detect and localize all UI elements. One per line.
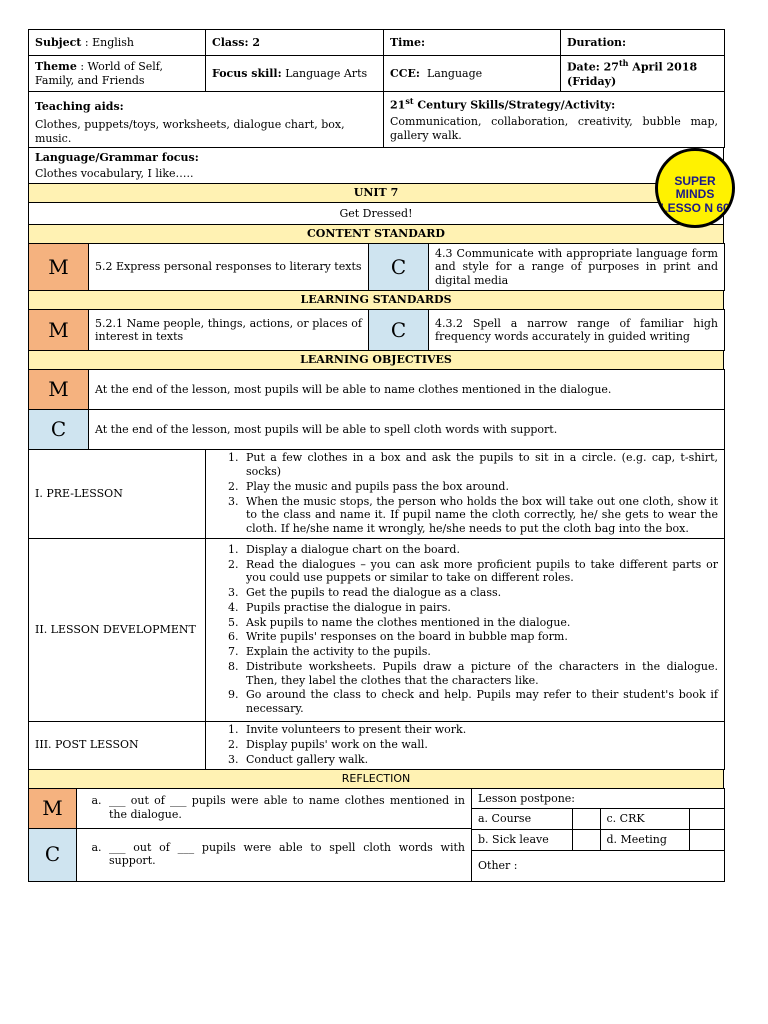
content-standard-m-text: 5.2 Express personal responses to literary texts bbox=[89, 244, 369, 291]
super-minds-lesson-badge: SUPER MINDS LESSO N 60 bbox=[655, 148, 735, 228]
step-item: 3. Conduct gallery walk. bbox=[242, 753, 718, 767]
stage-label: III. POST LESSON bbox=[29, 721, 206, 769]
postpone-table bbox=[472, 789, 725, 881]
duration-cell: Duration: bbox=[561, 30, 725, 56]
stage-row-development bbox=[29, 538, 725, 721]
step-item: 3. When the music stops, the person who holds the box will take out one cloth, show it to the class and name it. If pupil name the cloth correctly, he/ she gets to wear the cloth. If he/she name it wrongly, he/she needs to put the cloth bag into the box. bbox=[242, 495, 718, 536]
content-standard-m-marker: M bbox=[29, 244, 89, 291]
postpone-sick-leave: b. Sick leave bbox=[472, 830, 572, 851]
objectives-c-text: At the end of the lesson, most pupils will be able to spell cloth words with support. bbox=[89, 410, 725, 450]
step-item: 1. Display a dialogue chart on the board. bbox=[242, 543, 718, 557]
step-item: 1. Invite volunteers to present their work. bbox=[242, 723, 718, 737]
learning-standards-m-marker: M bbox=[29, 310, 89, 351]
objectives-c-marker: C bbox=[29, 410, 89, 450]
postpone-other: Other : bbox=[472, 851, 725, 881]
postpone-meeting: d. Meeting bbox=[600, 830, 689, 851]
objectives-table bbox=[28, 369, 725, 450]
stage-row-pre-lesson bbox=[29, 450, 725, 539]
objectives-m-marker: M bbox=[29, 370, 89, 410]
postpone-crk-check[interactable] bbox=[689, 809, 725, 830]
lesson-plan-sheet bbox=[28, 29, 724, 882]
postpone-course: a. Course bbox=[472, 809, 572, 830]
stage-label: I. PRE-LESSON bbox=[29, 450, 206, 539]
cce-cell: CCE: Language bbox=[384, 56, 561, 92]
stage-steps bbox=[206, 538, 725, 721]
stage-label: II. LESSON DEVELOPMENT bbox=[29, 538, 206, 721]
step-item: 6. Write pupils' responses on the board in bubble map form. bbox=[242, 630, 718, 644]
step-item: 1. Put a few clothes in a box and ask the pupils to sit in a circle. (e.g. cap, t-shirt, socks) bbox=[242, 451, 718, 479]
learning-standards-heading: LEARNING STANDARDS bbox=[29, 291, 724, 310]
unit-title: UNIT 7 bbox=[29, 184, 724, 203]
stage-row-post-lesson bbox=[29, 721, 725, 769]
reflection-table bbox=[28, 788, 725, 882]
class-cell: Class: 2 bbox=[206, 30, 384, 56]
unit-table bbox=[28, 183, 724, 244]
reflection-m-text: a. ___ out of ___ pupils were able to name clothes mentioned in the dialogue. bbox=[77, 788, 472, 828]
step-item: 2. Display pupils' work on the wall. bbox=[242, 738, 718, 752]
grammar-focus-cell: Language/Grammar focus: Clothes vocabulary, I like….. bbox=[29, 148, 724, 184]
postpone-crk: c. CRK bbox=[600, 809, 689, 830]
century-skills-cell: 21st Century Skills/Strategy/Activity: Communication, collaboration, creativity, bubble map, gallery walk. bbox=[384, 92, 725, 148]
step-item: 2. Play the music and pupils pass the box around. bbox=[242, 480, 718, 494]
theme-cell: Theme : World of Self, Family, and Friends bbox=[29, 56, 206, 92]
postpone-sick-check[interactable] bbox=[572, 830, 600, 851]
step-item: 2. Read the dialogues – you can ask more proficient pupils to take different parts or you could use puppets or similar to take on different roles. bbox=[242, 558, 718, 586]
reflection-heading: REFLECTION bbox=[29, 769, 724, 788]
unit-subtitle: Get Dressed! bbox=[29, 203, 724, 225]
learning-standards-heading-table bbox=[28, 290, 724, 310]
postpone-meeting-check[interactable] bbox=[689, 830, 725, 851]
teaching-aids-cell: Teaching aids: Clothes, puppets/toys, worksheets, dialogue chart, box, music. bbox=[29, 92, 384, 148]
header-table bbox=[28, 29, 725, 92]
step-item: 5. Ask pupils to name the clothes mentioned in the dialogue. bbox=[242, 616, 718, 630]
postpone-label: Lesson postpone: bbox=[472, 789, 725, 809]
step-item: 7. Explain the activity to the pupils. bbox=[242, 645, 718, 659]
step-item: 4. Pupils practise the dialogue in pairs. bbox=[242, 601, 718, 615]
content-standard-c-text: 4.3 Communicate with appropriate language form and style for a range of purposes in print and digital media bbox=[429, 244, 725, 291]
objectives-heading: LEARNING OBJECTIVES bbox=[29, 351, 724, 370]
content-standard-heading: CONTENT STANDARD bbox=[29, 225, 724, 244]
learning-standards-c-text: 4.3.2 Spell a narrow range of familiar high frequency words accurately in guided writing bbox=[429, 310, 725, 351]
postpone-course-check[interactable] bbox=[572, 809, 600, 830]
date-cell: Date: 27th April 2018 (Friday) bbox=[561, 56, 725, 92]
objectives-heading-table bbox=[28, 350, 724, 370]
stages-table bbox=[28, 449, 725, 770]
learning-standards-table bbox=[28, 309, 725, 351]
reflection-m-marker: M bbox=[29, 788, 77, 828]
aids-table bbox=[28, 91, 725, 148]
time-cell: Time: bbox=[384, 30, 561, 56]
stage-steps bbox=[206, 721, 725, 769]
reflection-heading-table bbox=[28, 769, 724, 789]
lesson-postpone-box bbox=[472, 788, 725, 881]
focus-skill-cell: Focus skill: Language Arts bbox=[206, 56, 384, 92]
content-standard-table bbox=[28, 243, 725, 291]
objectives-m-text: At the end of the lesson, most pupils will be able to name clothes mentioned in the dialogue. bbox=[89, 370, 725, 410]
stage-steps bbox=[206, 450, 725, 539]
subject-cell: Subject : English bbox=[29, 30, 206, 56]
grammar-table bbox=[28, 147, 724, 184]
content-standard-c-marker: C bbox=[369, 244, 429, 291]
reflection-c-marker: C bbox=[29, 829, 77, 882]
learning-standards-m-text: 5.2.1 Name people, things, actions, or places of interest in texts bbox=[89, 310, 369, 351]
step-item: 3. Get the pupils to read the dialogue as a class. bbox=[242, 586, 718, 600]
reflection-c-text: a. ___ out of ___ pupils were able to spell cloth words with support. bbox=[77, 829, 472, 882]
step-item: 9. Go around the class to check and help. Pupils may refer to their student's book if necessary. bbox=[242, 688, 718, 716]
learning-standards-c-marker: C bbox=[369, 310, 429, 351]
step-item: 8. Distribute worksheets. Pupils draw a picture of the characters in the dialogue. Then, they label the clothes that the characters like. bbox=[242, 660, 718, 688]
